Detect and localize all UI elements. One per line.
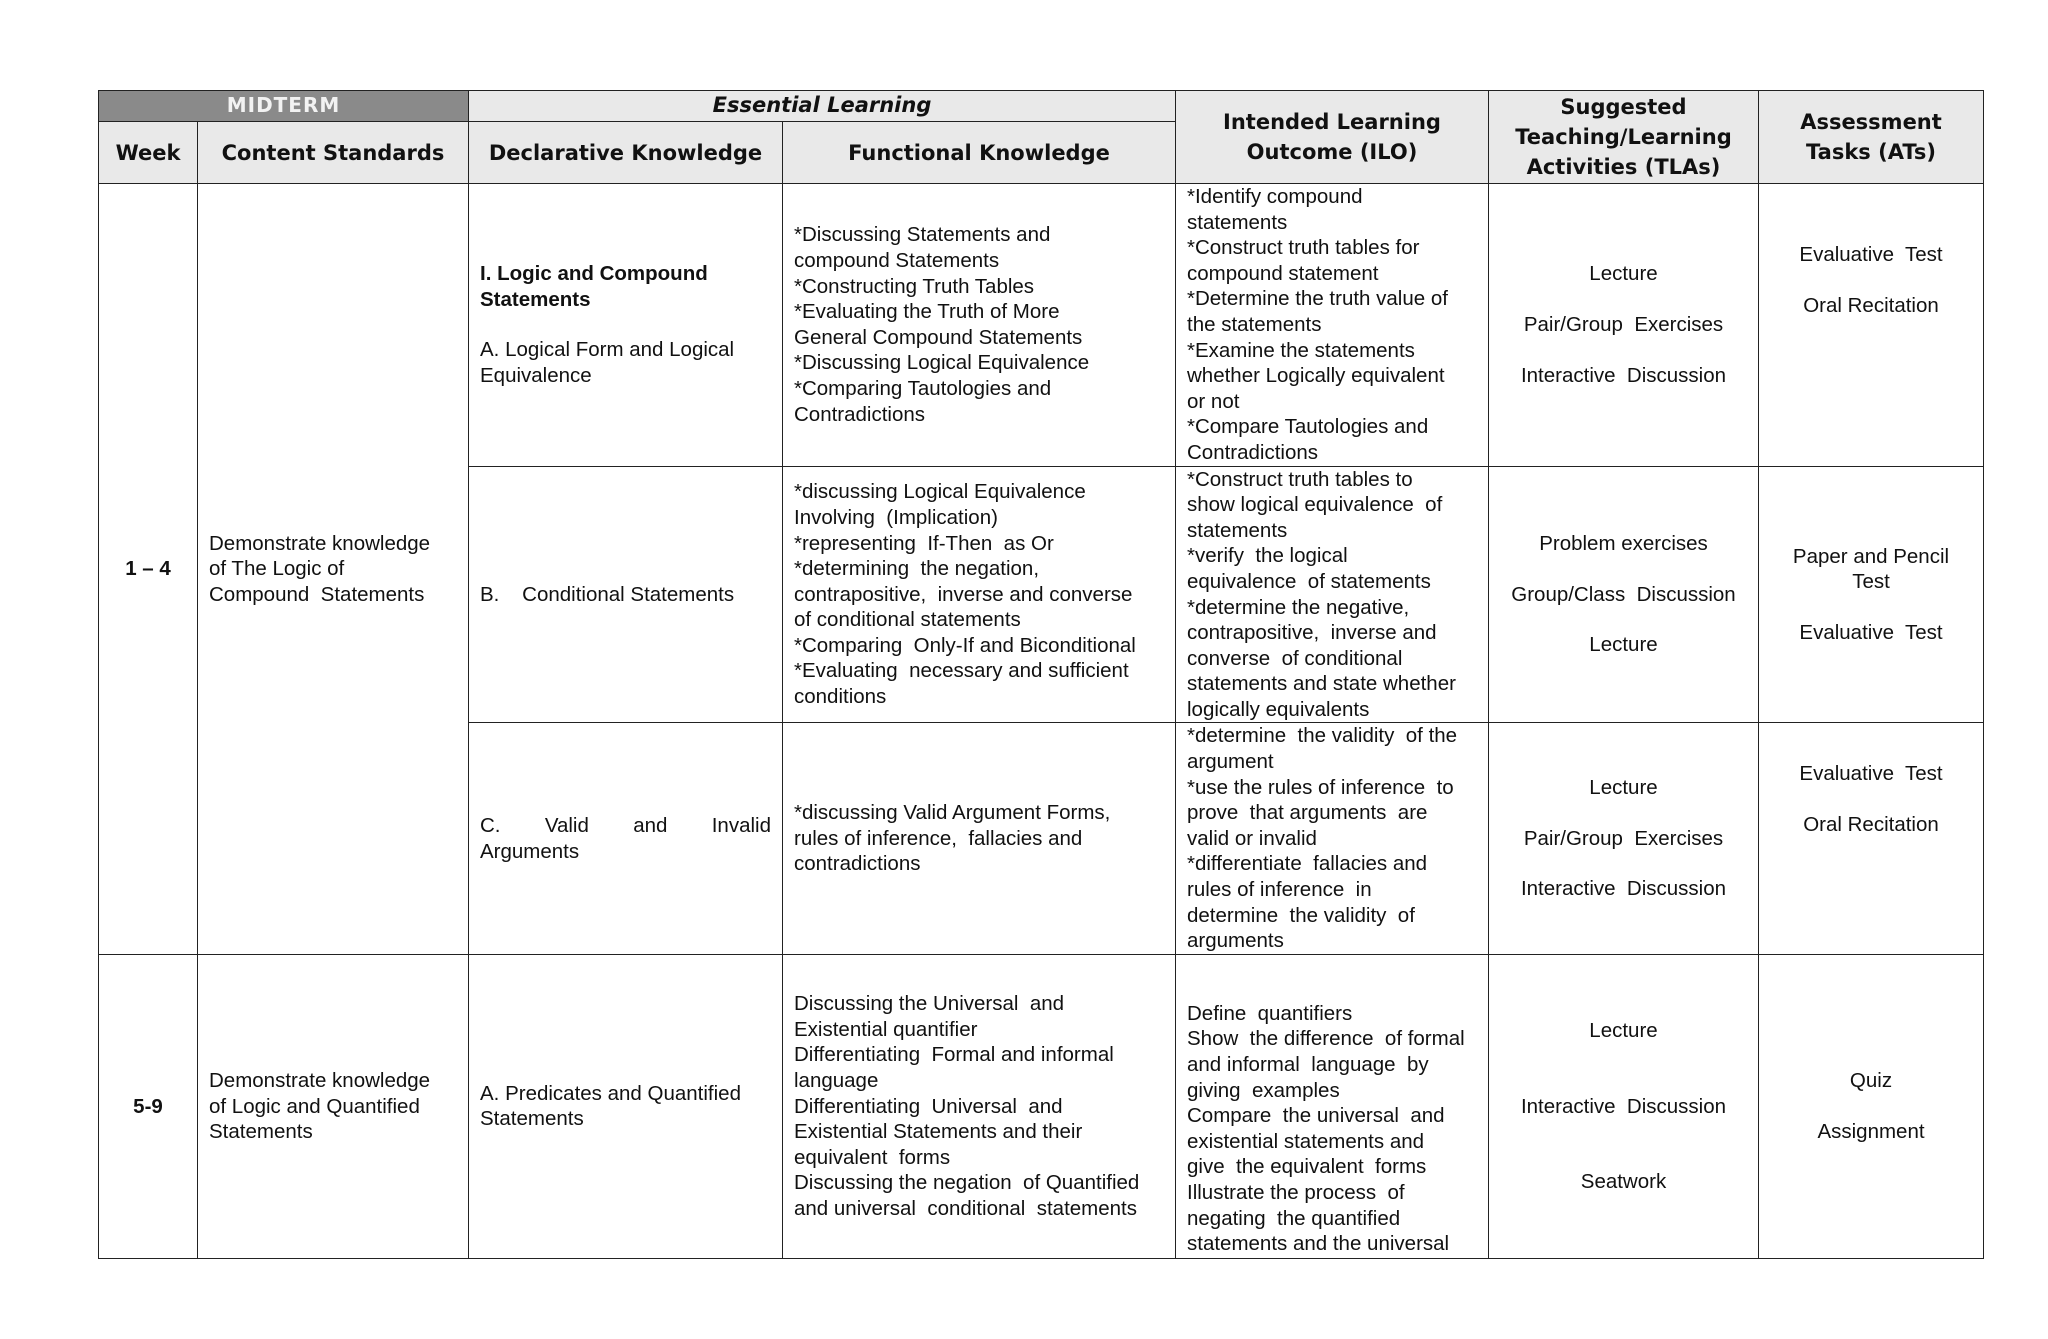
week-header: Week [99, 122, 198, 184]
ilo-line: existential statements and [1187, 1129, 1425, 1153]
tla-item: Pair/Group Exercises [1523, 826, 1724, 850]
functional-line: *Evaluating the Truth of More [794, 300, 1060, 324]
ilo-line: *use the rules of inference to [1187, 775, 1454, 799]
tlas-header-line: Suggested [1560, 95, 1687, 119]
tlas-cell [1489, 184, 1759, 467]
tla-item: Pair/Group Exercises [1523, 312, 1724, 336]
declarative-line: B. Conditional Statements [480, 582, 735, 606]
ilo-line: Define quantifiers [1187, 1001, 1353, 1025]
functional-line: *Discussing Statements and [794, 223, 1051, 247]
content-standard-line: Compound Statements [209, 582, 425, 606]
content-standard-line: of The Logic of [209, 557, 345, 581]
ilo-line: whether Logically equivalent [1187, 364, 1445, 388]
content-standard-cell [198, 954, 469, 1258]
functional-cell [783, 954, 1176, 1258]
tlas-header-line: Teaching/Learning [1515, 125, 1732, 149]
ilo-cell [1176, 466, 1489, 723]
functional-line: *determining the negation, [794, 557, 1040, 581]
declarative-word: Invalid [711, 814, 771, 838]
declarative-word: Valid [544, 814, 589, 838]
ilo-line: *Construct truth tables for [1187, 236, 1420, 260]
declarative-cell [469, 954, 783, 1258]
declarative-title-line: Statements [480, 287, 591, 311]
ilo-line: equivalence of statements [1187, 569, 1431, 593]
at-item: Evaluative Test [1799, 243, 1943, 266]
declarative-cell [469, 184, 783, 467]
tla-item: Lecture [1589, 1018, 1658, 1042]
tla-item: Lecture [1589, 262, 1658, 286]
ilo-line: Compare the universal and [1187, 1104, 1445, 1128]
functional-line: *Evaluating necessary and sufficient [794, 659, 1129, 683]
tlas-cell [1489, 723, 1759, 954]
ilo-line: *Compare Tautologies and [1187, 415, 1429, 439]
functional-line: General Compound Statements [794, 325, 1083, 349]
content-standard-line: Demonstrate knowledge [209, 1068, 431, 1092]
ilo-line: statements and the universal [1187, 1232, 1450, 1256]
ilo-line: and informal language by [1187, 1053, 1429, 1076]
functional-line: compound Statements [794, 248, 1000, 272]
functional-line: Involving (Implication) [794, 505, 998, 529]
tlas-header-line: Activities (TLAs) [1526, 155, 1721, 179]
functional-line: rules of inference, fallacies and [794, 826, 1083, 850]
content-standards-header: Content Standards [198, 122, 469, 184]
functional-line: language [794, 1068, 879, 1092]
ilo-line: the statements [1187, 312, 1322, 336]
ilo-line: *Identify compound [1187, 185, 1363, 208]
ilo-line: *Examine the statements [1187, 338, 1415, 362]
ilo-line: Show the difference of formal [1187, 1027, 1465, 1051]
ilo-line: argument [1187, 750, 1274, 774]
ilo-line: prove that arguments are [1187, 801, 1428, 825]
functional-line: conditions [794, 685, 887, 709]
declarative-cell [469, 723, 783, 954]
ats-cell [1759, 466, 1984, 723]
ilo-line: valid or invalid [1187, 826, 1317, 850]
ilo-line: *differentiate fallacies and [1187, 852, 1428, 876]
week-cell: 1 – 4 [99, 184, 198, 955]
tlas-cell [1489, 466, 1759, 723]
ilo-header-line: Intended Learning [1223, 110, 1441, 134]
functional-line: *Comparing Tautologies and [794, 376, 1052, 400]
ilo-line: statements [1187, 210, 1288, 234]
content-standard-cell [198, 184, 469, 955]
ilo-line: *Construct truth tables to [1187, 467, 1413, 491]
ilo-line: contrapositive, inverse and [1187, 621, 1437, 645]
content-standard-line: of Logic and Quantified [209, 1094, 420, 1118]
midterm-header: MIDTERM [99, 91, 469, 122]
at-item: Paper and Pencil [1792, 544, 1950, 568]
functional-line: of conditional statements [794, 608, 1021, 632]
declarative-line: A. Logical Form and Logical [480, 338, 735, 362]
ilo-line: *determine the validity of the [1187, 724, 1458, 748]
tla-item: Interactive Discussion [1520, 363, 1727, 387]
ilo-line: *verify the logical [1187, 544, 1348, 568]
ilo-line: statements [1187, 518, 1288, 542]
ilo-line: negating the quantified [1187, 1206, 1401, 1230]
ats-cell [1759, 723, 1984, 954]
tlas-cell [1489, 954, 1759, 1258]
ilo-line: show logical equivalence of [1187, 493, 1443, 517]
ilo-line: determine the validity of [1187, 903, 1415, 927]
ats-header [1759, 91, 1984, 184]
functional-line: and universal conditional statements [794, 1196, 1138, 1220]
declarative-line: A. Predicates and Quantified [480, 1081, 741, 1105]
content-standard-line: Demonstrate knowledge [209, 531, 431, 555]
ilo-cell [1176, 723, 1489, 954]
tla-item: Seatwork [1580, 1170, 1667, 1194]
functional-knowledge-header: Functional Knowledge [783, 122, 1176, 184]
functional-line: Discussing the Universal and [794, 992, 1065, 1016]
at-item: Assignment [1817, 1119, 1925, 1143]
functional-line: Existential Statements and their [794, 1120, 1083, 1144]
declarative-cell [469, 466, 783, 723]
at-item: Evaluative Test [1799, 620, 1943, 644]
week-cell: 5-9 [99, 954, 198, 1258]
ilo-line: compound statement [1187, 261, 1379, 285]
functional-line: contrapositive, inverse and converse [794, 582, 1133, 606]
at-item: Test [1852, 570, 1890, 594]
declarative-word: C. [480, 814, 501, 838]
declarative-line [480, 813, 771, 839]
tlas-header [1489, 91, 1759, 184]
functional-line: equivalent forms [794, 1145, 951, 1169]
ilo-line: or not [1187, 389, 1240, 413]
at-item: Quiz [1849, 1069, 1893, 1093]
functional-line: *Discussing Logical Equivalence [794, 351, 1090, 375]
declarative-line: Arguments [480, 839, 580, 863]
tla-item: Problem exercises [1539, 532, 1708, 556]
ilo-line: converse of conditional [1187, 646, 1403, 670]
ats-cell [1759, 184, 1984, 467]
content-standard-line: Statements [209, 1120, 313, 1144]
ats-header-line: Assessment [1800, 110, 1942, 134]
declarative-knowledge-header: Declarative Knowledge [469, 122, 783, 184]
functional-cell [783, 723, 1176, 954]
ilo-header [1176, 91, 1489, 184]
functional-cell [783, 184, 1176, 467]
ilo-line: Illustrate the process of [1187, 1180, 1405, 1204]
ilo-line: *Determine the truth value of [1187, 287, 1448, 311]
functional-line: Existential quantifier [794, 1017, 978, 1041]
ilo-line: statements and state whether [1187, 672, 1456, 696]
declarative-word: and [633, 814, 668, 838]
functional-line: Discussing the negation of Quantified [794, 1171, 1140, 1195]
tla-item: Lecture [1589, 633, 1658, 657]
functional-line: contradictions [794, 852, 921, 876]
essential-learning-header: Essential Learning [469, 91, 1176, 122]
declarative-line: Equivalence [480, 363, 592, 387]
functional-line: Differentiating Universal and [794, 1094, 1063, 1118]
ilo-line: *determine the negative, [1187, 595, 1410, 619]
ilo-cell [1176, 954, 1489, 1258]
ilo-line: Contradictions [1187, 440, 1319, 464]
functional-line: Contradictions [794, 402, 926, 426]
at-item: Oral Recitation [1803, 293, 1939, 317]
functional-line: *discussing Logical Equivalence [794, 480, 1086, 504]
functional-cell [783, 466, 1176, 723]
ilo-header-line: Outcome (ILO) [1246, 140, 1418, 164]
tla-item: Interactive Discussion [1520, 877, 1727, 901]
curriculum-table [98, 90, 1984, 1259]
functional-line: Differentiating Formal and informal [794, 1043, 1114, 1067]
tla-item: Lecture [1589, 776, 1658, 800]
functional-line: *discussing Valid Argument Forms, [794, 801, 1111, 825]
ats-header-line: Tasks (ATs) [1806, 140, 1936, 164]
ilo-line: logically equivalents [1187, 697, 1370, 721]
declarative-line: Statements [480, 1107, 584, 1131]
ilo-line: give the equivalent forms [1187, 1155, 1427, 1179]
functional-line: *Comparing Only-If and Biconditional [794, 633, 1136, 657]
at-item: Oral Recitation [1803, 813, 1939, 837]
ilo-line: arguments [1187, 929, 1284, 953]
ats-cell [1759, 954, 1984, 1258]
declarative-title-line: I. Logic and Compound [480, 262, 708, 286]
functional-line: *representing If-Then as Or [794, 531, 1054, 555]
ilo-cell [1176, 184, 1489, 467]
ilo-line: giving examples [1187, 1078, 1340, 1102]
at-item: Evaluative Test [1799, 762, 1943, 786]
tla-item: Group/Class Discussion [1511, 582, 1736, 606]
ilo-line: rules of inference in [1187, 878, 1372, 902]
tla-item: Interactive Discussion [1520, 1094, 1727, 1118]
functional-line: *Constructing Truth Tables [794, 274, 1035, 298]
